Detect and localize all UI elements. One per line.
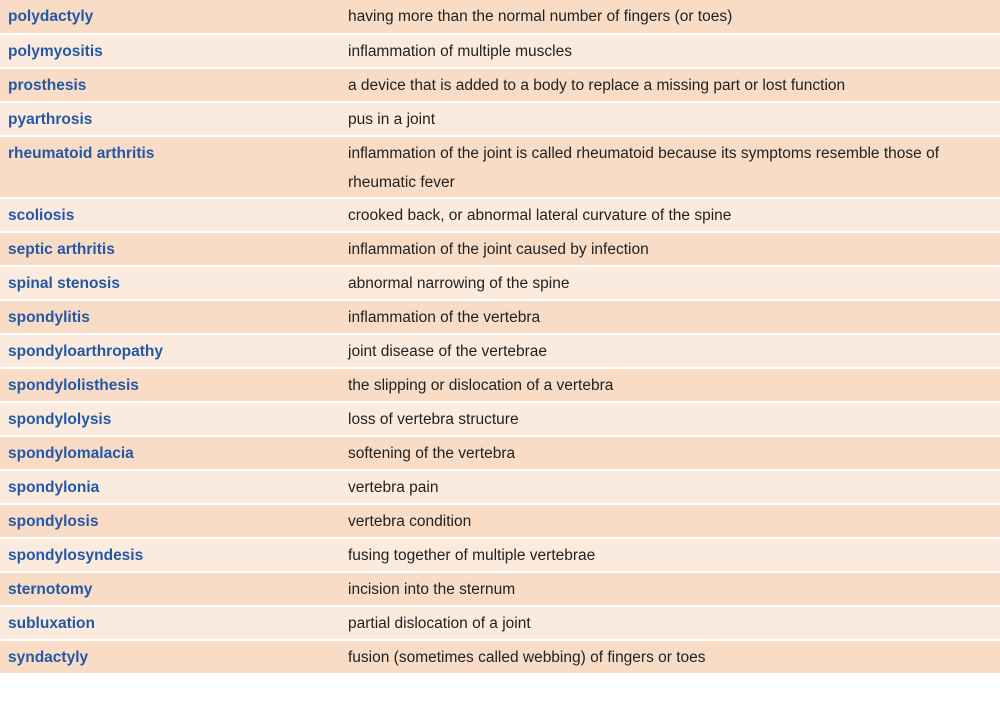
term-cell: subluxation (0, 606, 340, 640)
definition-cell: fusion (sometimes called webbing) of fingers or toes (340, 640, 1000, 674)
definition-cell: crooked back, or abnormal lateral curvature of the spine (340, 198, 1000, 232)
table-row (0, 266, 1000, 300)
table-row (0, 436, 1000, 470)
table-row (0, 198, 1000, 232)
term-cell: spondylonia (0, 470, 340, 504)
term-cell: scoliosis (0, 198, 340, 232)
definition-cell: loss of vertebra structure (340, 402, 1000, 436)
definition-cell: inflammation of the vertebra (340, 300, 1000, 334)
definition-cell: abnormal narrowing of the spine (340, 266, 1000, 300)
table-row (0, 538, 1000, 572)
term-cell: polymyositis (0, 34, 340, 68)
term-cell: polydactyly (0, 0, 340, 34)
term-cell: spondyloarthropathy (0, 334, 340, 368)
table-row (0, 504, 1000, 538)
table-row (0, 68, 1000, 102)
term-cell: spondylolysis (0, 402, 340, 436)
table-row (0, 402, 1000, 436)
table-row (0, 34, 1000, 68)
term-cell: pyarthrosis (0, 102, 340, 136)
definition-cell: fusing together of multiple vertebrae (340, 538, 1000, 572)
table-row (0, 606, 1000, 640)
table-row (0, 136, 1000, 198)
term-cell: spondylosyndesis (0, 538, 340, 572)
definition-cell: a device that is added to a body to replace a missing part or lost function (340, 68, 1000, 102)
term-cell: spondylosis (0, 504, 340, 538)
definition-cell: inflammation of the joint caused by infection (340, 232, 1000, 266)
table-row (0, 640, 1000, 674)
table-row (0, 0, 1000, 34)
table-row (0, 102, 1000, 136)
term-cell: spondylomalacia (0, 436, 340, 470)
definition-cell: softening of the vertebra (340, 436, 1000, 470)
term-cell: sternotomy (0, 572, 340, 606)
definition-cell: joint disease of the vertebrae (340, 334, 1000, 368)
definition-cell: vertebra condition (340, 504, 1000, 538)
table-row (0, 232, 1000, 266)
definition-cell: vertebra pain (340, 470, 1000, 504)
term-cell: syndactyly (0, 640, 340, 674)
term-cell: spondylolisthesis (0, 368, 340, 402)
term-cell: septic arthritis (0, 232, 340, 266)
definition-cell: pus in a joint (340, 102, 1000, 136)
definition-cell: the slipping or dislocation of a vertebra (340, 368, 1000, 402)
definition-cell: partial dislocation of a joint (340, 606, 1000, 640)
table-row (0, 368, 1000, 402)
term-cell: spondylitis (0, 300, 340, 334)
term-cell: spinal stenosis (0, 266, 340, 300)
term-cell: prosthesis (0, 68, 340, 102)
term-cell: rheumatoid arthritis (0, 136, 340, 198)
table-row (0, 470, 1000, 504)
table-row (0, 334, 1000, 368)
definition-cell: inflammation of multiple muscles (340, 34, 1000, 68)
table-row (0, 300, 1000, 334)
table-row (0, 572, 1000, 606)
definition-cell: incision into the sternum (340, 572, 1000, 606)
definition-cell: inflammation of the joint is called rheumatoid because its symptoms resemble those of rheumatic fever (340, 136, 1000, 198)
definition-cell: having more than the normal number of fingers (or toes) (340, 0, 1000, 34)
